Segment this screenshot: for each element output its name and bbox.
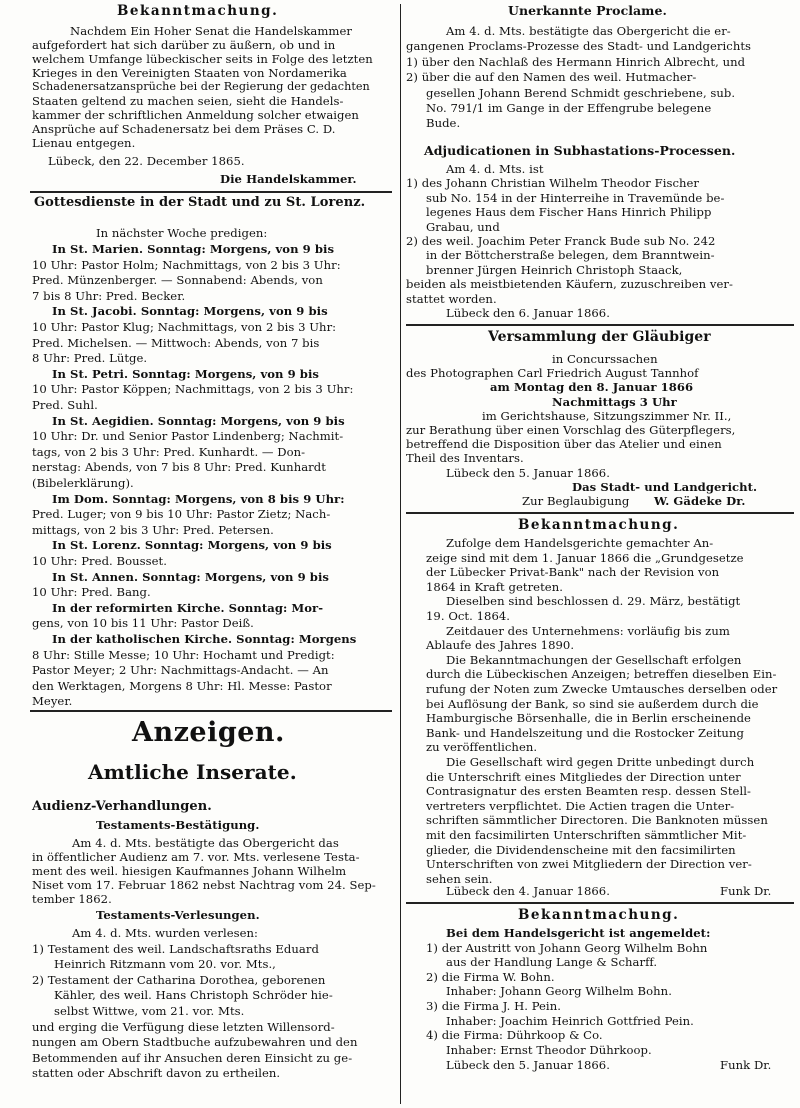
- text-line: gesellen Johann Berend Schmidt geschriebene, sub.: [426, 85, 736, 100]
- audienz-title: Audienz-Verhandlungen.: [32, 799, 212, 814]
- text-line: In St. Petri. Sonntag: Morgens, von 9 bis: [52, 366, 319, 381]
- text-line: Contrasignatur des ersten Beamten resp. dessen Stell-: [426, 784, 751, 799]
- versammlung-court: Das Stadt- und Landgericht.: [572, 480, 758, 494]
- column-divider: [400, 4, 401, 1104]
- testament-verlesungen-title: Testaments-Verlesungen.: [96, 908, 260, 922]
- section-rule: [406, 512, 794, 514]
- text-line: und erging die Verfügung diese letzten Willensord-: [32, 1019, 335, 1034]
- section-intro: In nächster Woche predigen:: [96, 226, 268, 240]
- text-line: in der Böttcherstraße belegen, dem Branntwein-: [426, 248, 715, 263]
- text-line: am Montag den 8. Januar 1866: [490, 380, 694, 395]
- text-line: zur Berathung über einen Vorschlag des Güterpflegers,: [406, 423, 736, 437]
- text-line: In St. Jacobi. Sonntag: Morgens, von 9 bis: [52, 304, 328, 319]
- versammlung-title: Versammlung der Gläubiger: [488, 329, 711, 345]
- text-line: Pred. Michelsen. — Mittwoch: Abends, von 7 bis: [32, 335, 320, 350]
- text-line: 7 bis 8 Uhr: Pred. Becker.: [32, 288, 186, 303]
- text-line: sub No. 154 in der Hinterreihe in Travemünde be-: [426, 190, 725, 205]
- handelsregister-signer: Funk Dr.: [720, 1058, 772, 1072]
- text-line: Heinrich Ritzmann vom 20. vor. Mts.,: [54, 957, 276, 972]
- text-line: tember 1862.: [32, 892, 112, 906]
- text-line: betreffend die Disposition über das Atelier und einen: [406, 437, 722, 452]
- text-line: bei Auflösung der Bank, so sind sie außerdem durch die: [426, 696, 759, 711]
- versammlung-certification: Zur Beglaubigung: [522, 494, 630, 508]
- text-line: Hamburgische Börsenhalle, die in Berlin erscheinende: [426, 711, 751, 726]
- text-line: die Unterschrift eines Mitgliedes der Direction unter: [426, 769, 741, 784]
- text-line: in öffentlicher Audienz am 7. vor. Mts. verlesene Testa-: [32, 850, 360, 864]
- text-line: In St. Annen. Sonntag: Morgens, von 9 bis: [52, 569, 329, 584]
- text-line: Krieges in den Vereinigten Staaten von Nordamerika: [32, 66, 347, 80]
- text-line: 10 Uhr: Dr. und Senior Pastor Lindenberg; Nachmit-: [32, 429, 344, 444]
- text-line: ment des weil. hiesigen Kaufmannes Johann Wilhelm: [32, 864, 347, 878]
- adjudicationen-title: Adjudicationen in Subhastations-Processen.: [424, 143, 736, 158]
- text-line: Inhaber: Joachim Heinrich Gottfried Pein.: [446, 1013, 694, 1028]
- text-line: stattet worden.: [406, 291, 497, 306]
- privatbank-title: Bekanntmachung.: [518, 517, 680, 533]
- text-line: zeige sind mit dem 1. Januar 1866 die „Grundgesetze: [426, 550, 744, 565]
- text-line: brenner Jürgen Heinrich Christoph Staack,: [426, 262, 683, 277]
- text-line: In der reformirten Kirche. Sonntag: Mor-: [52, 600, 324, 615]
- text-line: Kähler, des weil. Hans Christoph Schröder hie-: [54, 988, 333, 1003]
- text-line: Die Bekanntmachungen der Gesellschaft erfolgen: [446, 652, 742, 667]
- text-line: Am 4. d. Mts. ist: [446, 162, 544, 176]
- proclame-title: Unerkannte Proclame.: [508, 3, 667, 18]
- text-line: Pred. Suhl.: [32, 398, 98, 412]
- text-line: 2) Testament der Catharina Dorothea, geborenen: [32, 972, 326, 987]
- text-line: 4) die Firma: Dührkoop & Co.: [426, 1028, 603, 1043]
- amtliche-inserate-title: Amtliche Inserate.: [88, 760, 297, 784]
- text-line: In St. Marien. Sonntag: Morgens, von 9 bis: [52, 242, 335, 256]
- text-line: Ablaufe des Jahres 1890.: [426, 638, 575, 653]
- text-line: 3) die Firma J. H. Pein.: [426, 999, 561, 1013]
- text-line: Schadenersatzansprüche bei der Regierung der gedachten: [32, 80, 370, 93]
- text-line: 10 Uhr: Pred. Bousset.: [32, 554, 167, 568]
- text-line: des Photographen Carl Friedrich August Tannhof: [406, 366, 699, 381]
- text-line: Inhaber: Johann Georg Wilhelm Bohn.: [446, 984, 672, 999]
- text-line: Am 4. d. Mts. wurden verlesen:: [72, 926, 259, 940]
- text-line: gangenen Proclams-Prozesse des Stadt- und Landgerichts: [406, 39, 752, 54]
- anzeigen-title: Anzeigen.: [132, 717, 285, 748]
- section-rule: [406, 324, 794, 326]
- text-line: im Gerichtshause, Sitzungszimmer Nr. II.,: [482, 408, 732, 423]
- text-line: der Lübecker Privat-Bank" nach der Revision von: [426, 565, 720, 580]
- text-line: Staaten geltend zu machen seien, sieht die Handels-: [32, 94, 344, 108]
- text-line: Bei dem Handelsgericht ist angemeldet:: [446, 926, 711, 940]
- text-line: (Bibelerklärung).: [32, 476, 134, 490]
- text-line: 2) die Firma W. Bohn.: [426, 969, 555, 984]
- text-line: glieder, die Dividendenscheine mit den facsimilirten: [426, 842, 736, 857]
- section-rule: [406, 902, 794, 904]
- text-line: Dieselben sind beschlossen d. 29. März, bestätigt: [446, 594, 741, 609]
- text-line: nungen am Obern Stadtbuche aufzubewahren und den: [32, 1035, 358, 1050]
- text-line: 2) über die auf den Namen des weil. Hutmacher-: [406, 70, 697, 85]
- text-line: No. 791/1 im Gange in der Effengrube belegene: [426, 101, 712, 115]
- text-line: 1) Testament des weil. Landschaftsraths Eduard: [32, 941, 319, 956]
- text-line: Inhaber: Ernst Theodor Dührkoop.: [446, 1042, 652, 1057]
- handelsregister-title: Bekanntmachung.: [518, 907, 680, 923]
- text-line: In St. Aegidien. Sonntag: Morgens, von 9 bis: [52, 413, 345, 428]
- text-line: kammer der schriftlichen Anmeldung solcher etwaigen: [32, 108, 359, 122]
- text-line: mittags, von 2 bis 3 Uhr: Pred. Petersen.: [32, 522, 274, 537]
- section-rule: [30, 710, 392, 712]
- text-line: Bank- und Handelszeitung und die Rostocker Zeitung: [426, 725, 744, 740]
- text-line: 1) des Johann Christian Wilhelm Theodor Fischer: [406, 176, 700, 191]
- text-line: 10 Uhr: Pastor Köppen; Nachmittags, von 2 bis 3 Uhr:: [32, 382, 354, 397]
- text-line: statten oder Abschrift davon zu ertheilen.: [32, 1066, 281, 1081]
- privatbank-date: Lübeck den 4. Januar 1866.: [446, 884, 610, 898]
- text-line: 8 Uhr: Pred. Lütge.: [32, 351, 148, 366]
- text-line: 10 Uhr: Pred. Bang.: [32, 585, 151, 600]
- text-line: 1) der Austritt von Johann Georg Wilhelm Bohn: [426, 940, 708, 955]
- adjudicationen-date: Lübeck den 6. Januar 1866.: [446, 306, 610, 320]
- text-line: In der katholischen Kirche. Sonntag: Morgens: [52, 632, 357, 646]
- text-line: 1864 in Kraft getreten.: [426, 579, 563, 594]
- text-line: beiden als meistbietenden Käufern, zuzuschreiben ver-: [406, 277, 733, 292]
- notice-signature: Die Handelskammer.: [220, 172, 357, 186]
- text-line: Bude.: [426, 116, 461, 131]
- text-line: Niset vom 17. Februar 1862 nebst Nachtrag vom 24. Sep-: [32, 878, 376, 892]
- text-line: 19. Oct. 1864.: [426, 609, 511, 623]
- text-line: schriften sämmtlicher Directoren. Die Banknoten müssen: [426, 813, 768, 828]
- text-line: vertreters verpflichtet. Die Actien tragen die Unter-: [426, 798, 735, 813]
- text-line: durch die Lübeckischen Anzeigen; betreffen dieselben Ein-: [426, 667, 777, 682]
- text-line: welchem Umfange lübeckischer seits in Folge des letzten: [32, 52, 373, 66]
- text-line: den Werktagen, Morgens 8 Uhr: Hl. Messe: Pastor: [32, 678, 332, 693]
- text-line: 10 Uhr: Pastor Klug; Nachmittags, von 2 bis 3 Uhr:: [32, 320, 337, 334]
- text-line: gens, von 10 bis 11 Uhr: Pastor Deiß.: [32, 616, 254, 631]
- text-line: 10 Uhr: Pastor Holm; Nachmittags, von 2 bis 3 Uhr:: [32, 257, 341, 272]
- text-line: in Concurssachen: [552, 352, 658, 366]
- text-line: Theil des Inventars.: [406, 451, 524, 466]
- text-line: Pastor Meyer; 2 Uhr: Nachmittags-Andacht. — An: [32, 663, 329, 678]
- text-line: Nachdem Ein Hoher Senat die Handelskammer: [70, 24, 352, 38]
- text-line: Pred. Luger; von 9 bis 10 Uhr: Pastor Zietz; Nach-: [32, 507, 331, 522]
- text-line: Zufolge dem Handelsgerichte gemachter An-: [446, 536, 714, 550]
- notice-date: Lübeck, den 22. December 1865.: [48, 154, 245, 168]
- versammlung-date: Lübeck den 5. Januar 1866.: [446, 466, 610, 480]
- text-line: Nachmittags 3 Uhr: [552, 394, 677, 409]
- text-line: Betommenden auf ihr Ansuchen deren Einsicht zu ge-: [32, 1050, 353, 1065]
- text-line: 1) über den Nachlaß des Hermann Hinrich Albrecht, und: [406, 54, 746, 69]
- text-line: Zeitdauer des Unternehmens: vorläufig bis zum: [446, 623, 730, 638]
- text-line: rufung der Noten zum Zwecke Umtausches derselben oder: [426, 682, 778, 696]
- text-line: Die Gesellschaft wird gegen Dritte unbedingt durch: [446, 755, 755, 769]
- text-line: 8 Uhr: Stille Messe; 10 Uhr: Hochamt und Predigt:: [32, 647, 335, 662]
- text-line: aufgefordert hat sich darüber zu äußern, ob und in: [32, 38, 336, 52]
- section-rule: [30, 191, 392, 193]
- privatbank-signer: Funk Dr.: [720, 884, 772, 898]
- text-line: Unterschriften von zwei Mitgliedern der Direction ver-: [426, 857, 752, 872]
- testament-bestaetigung-title: Testaments-Bestätigung.: [96, 818, 260, 832]
- text-line: legenes Haus dem Fischer Hans Hinrich Philipp: [426, 205, 712, 220]
- text-line: mit den facsimilirten Unterschriften sämmtlicher Mit-: [426, 828, 747, 842]
- notice-title: Bekanntmachung.: [117, 3, 279, 19]
- text-line: selbst Wittwe, vom 21. vor. Mts.: [54, 1004, 245, 1018]
- text-line: Im Dom. Sonntag: Morgens, von 8 bis 9 Uhr:: [52, 491, 345, 506]
- text-line: Am 4. d. Mts. bestätigte das Obergericht die er-: [446, 24, 731, 38]
- versammlung-signer: W. Gädeke Dr.: [654, 494, 746, 508]
- text-line: aus der Handlung Lange & Scharff.: [446, 955, 658, 970]
- text-line: Ansprüche auf Schadenersatz bei dem Präses C. D.: [32, 122, 336, 136]
- text-line: Am 4. d. Mts. bestätigte das Obergericht das: [72, 836, 339, 850]
- text-line: Pred. Münzenberger. — Sonnabend: Abends, von: [32, 273, 323, 288]
- text-line: In St. Lorenz. Sonntag: Morgens, von 9 bis: [52, 538, 332, 553]
- handelsregister-date: Lübeck den 5. Januar 1866.: [446, 1058, 610, 1072]
- section-title: Gottesdienste in der Stadt und zu St. Lorenz.: [34, 195, 366, 210]
- text-line: zu veröffentlichen.: [426, 740, 538, 755]
- text-line: Lienau entgegen.: [32, 136, 136, 150]
- text-line: Meyer.: [32, 694, 73, 709]
- text-line: 2) des weil. Joachim Peter Franck Bude sub No. 242: [406, 234, 716, 248]
- text-line: nerstag: Abends, von 7 bis 8 Uhr: Pred. Kunhardt: [32, 460, 326, 475]
- text-line: sehen sein.: [426, 871, 493, 886]
- text-line: tags, von 2 bis 3 Uhr: Pred. Kunhardt. — Don-: [32, 444, 306, 459]
- text-line: Grabau, und: [426, 219, 500, 234]
